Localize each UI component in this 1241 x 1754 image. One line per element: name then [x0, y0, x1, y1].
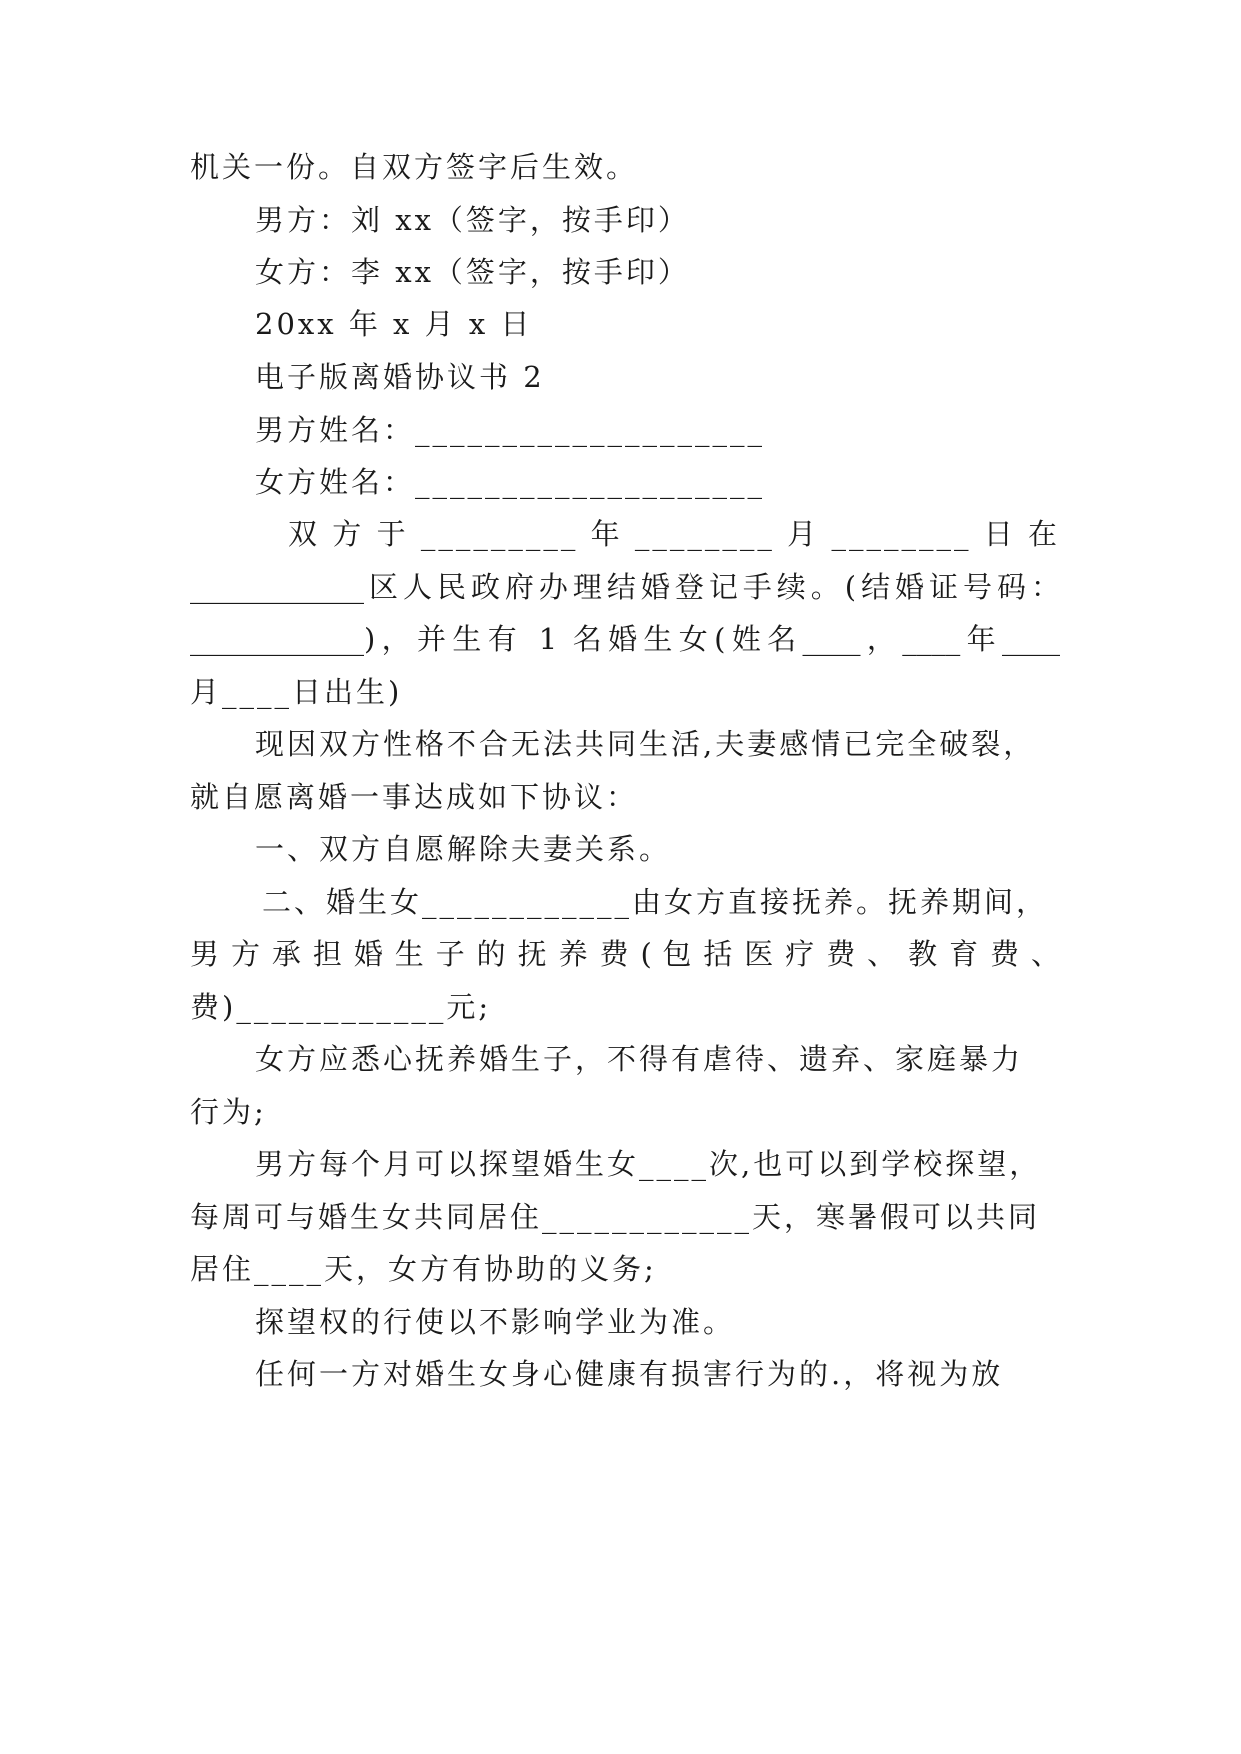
- text-line-23: 探望权的行使以不影响学业为准。: [255, 1305, 736, 1339]
- text-line-10: ____________)，并生有 1 名婚生女(姓名____，____年____: [190, 622, 1060, 656]
- text-line-22: 居住____天，女方有协助的义务;: [190, 1252, 657, 1286]
- text-line-19: 行为;: [190, 1095, 267, 1129]
- text-line-16: 男 方 承 担 婚 生 子 的 抚 养 费 ( 包 括 医 疗 费 、 教 育 费 、: [190, 937, 1060, 971]
- text-line-17: 费)____________元;: [190, 990, 492, 1024]
- text-line-11: 月____日出生): [190, 675, 403, 709]
- text-line-13: 就自愿离婚一事达成如下协议：: [190, 780, 639, 814]
- text-line-14: 一、双方自愿解除夫妻关系。: [255, 832, 672, 866]
- text-line-2: 男方：刘 xx（签字，按手印）: [255, 203, 690, 237]
- text-line-15: 二、婚生女____________由女方直接抚养。抚养期间，: [262, 885, 1049, 919]
- text-line-5: 电子版离婚协议书 2: [255, 360, 545, 394]
- text-line-4: 20xx 年 x 月 x 日: [255, 307, 533, 341]
- text-line-20: 男方每个月可以探望婚生女____次,也可以到学校探望，: [255, 1147, 1042, 1181]
- text-line-21: 每周可与婚生女共同居住____________天，寒暑假可以共同: [190, 1200, 1041, 1234]
- text-line-1: 机关一份。自双方签字后生效。: [190, 150, 639, 184]
- text-line-9: ____________区人民政府办理结婚登记手续。(结婚证号码：: [190, 570, 1060, 604]
- text-line-7: 女方姓名：____________________: [255, 465, 766, 499]
- text-line-24: 任何一方对婚生女身心健康有损害行为的.，将视为放: [255, 1357, 1004, 1391]
- text-line-8: 双 方 于 _________ 年 ________ 月 ________ 日 在: [288, 517, 1060, 551]
- text-line-6: 男方姓名：____________________: [255, 413, 766, 447]
- text-line-12: 现因双方性格不合无法共同生活,夫妻感情已完全破裂，: [255, 727, 1036, 761]
- text-line-18: 女方应悉心抚养婚生子，不得有虐待、遗弃、家庭暴力: [255, 1042, 1024, 1076]
- text-line-3: 女方：李 xx（签字，按手印）: [255, 255, 690, 289]
